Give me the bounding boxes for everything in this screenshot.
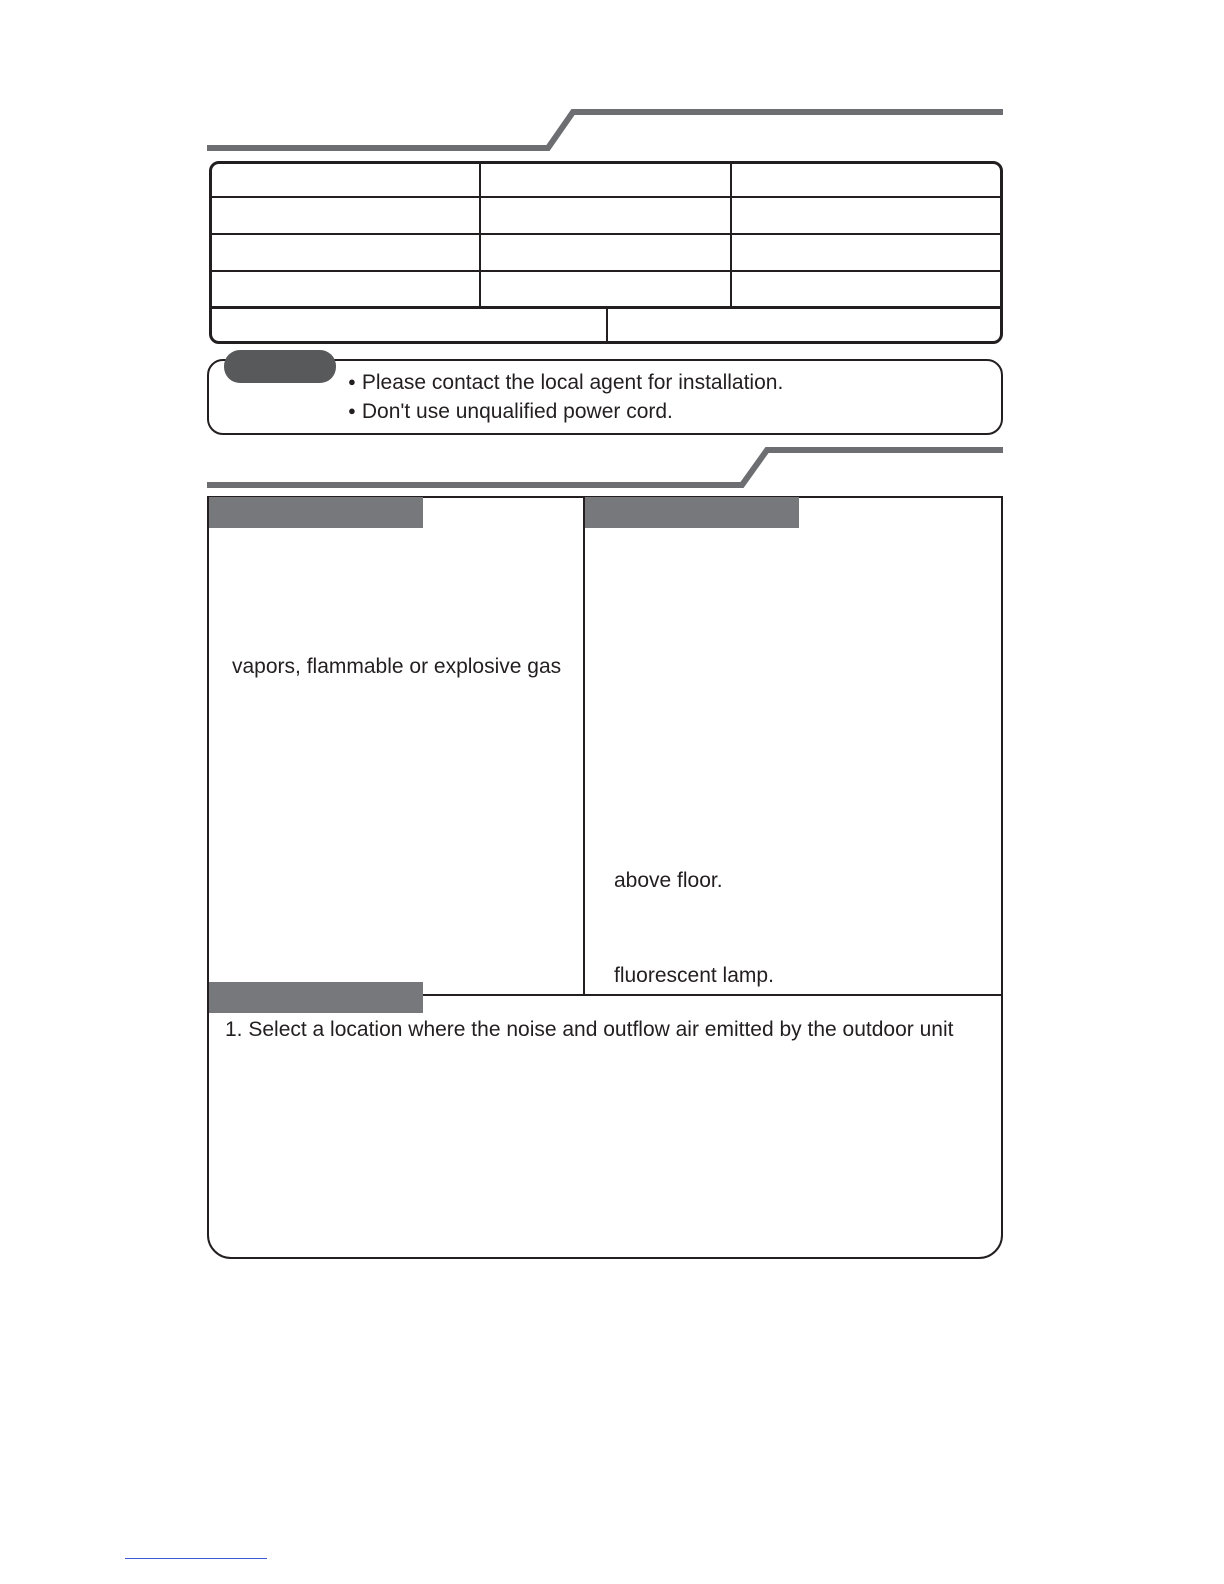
location-section-divider — [423, 994, 1002, 996]
location-column-divider — [583, 497, 585, 995]
notice-list — [348, 369, 783, 427]
indoor-text-fragment: vapors, flammable or explosive gas — [232, 655, 562, 678]
spec-col-divider — [606, 306, 608, 344]
notice-item: ● Please contact the local agent for installation. — [348, 369, 783, 398]
outdoor-location-tab — [209, 982, 423, 1013]
section-rule-1 — [207, 112, 1003, 148]
location-box — [207, 496, 1003, 1259]
spec-row-divider — [212, 196, 1000, 198]
spec-row-divider — [212, 270, 1000, 272]
footer-link-underline[interactable] — [125, 1558, 267, 1559]
indoor-location-tab — [209, 497, 423, 528]
notice-tab — [224, 350, 336, 383]
spec-table — [209, 161, 1003, 344]
notice-item: ● Don't use unqualified power cord. — [348, 398, 783, 427]
spec-row-divider — [212, 233, 1000, 235]
section-rule-2 — [207, 450, 1003, 485]
right-text-fragment-2: fluorescent lamp. — [614, 964, 774, 987]
outdoor-item-1: 1. Select a location where the noise and outflow air emitted by the outdoor unit — [225, 1018, 954, 1041]
right-text-fragment-1: above floor. — [614, 869, 723, 892]
indoor-location-tab-2 — [585, 497, 799, 528]
spec-col-divider — [479, 164, 481, 306]
spec-col-divider — [730, 164, 732, 306]
